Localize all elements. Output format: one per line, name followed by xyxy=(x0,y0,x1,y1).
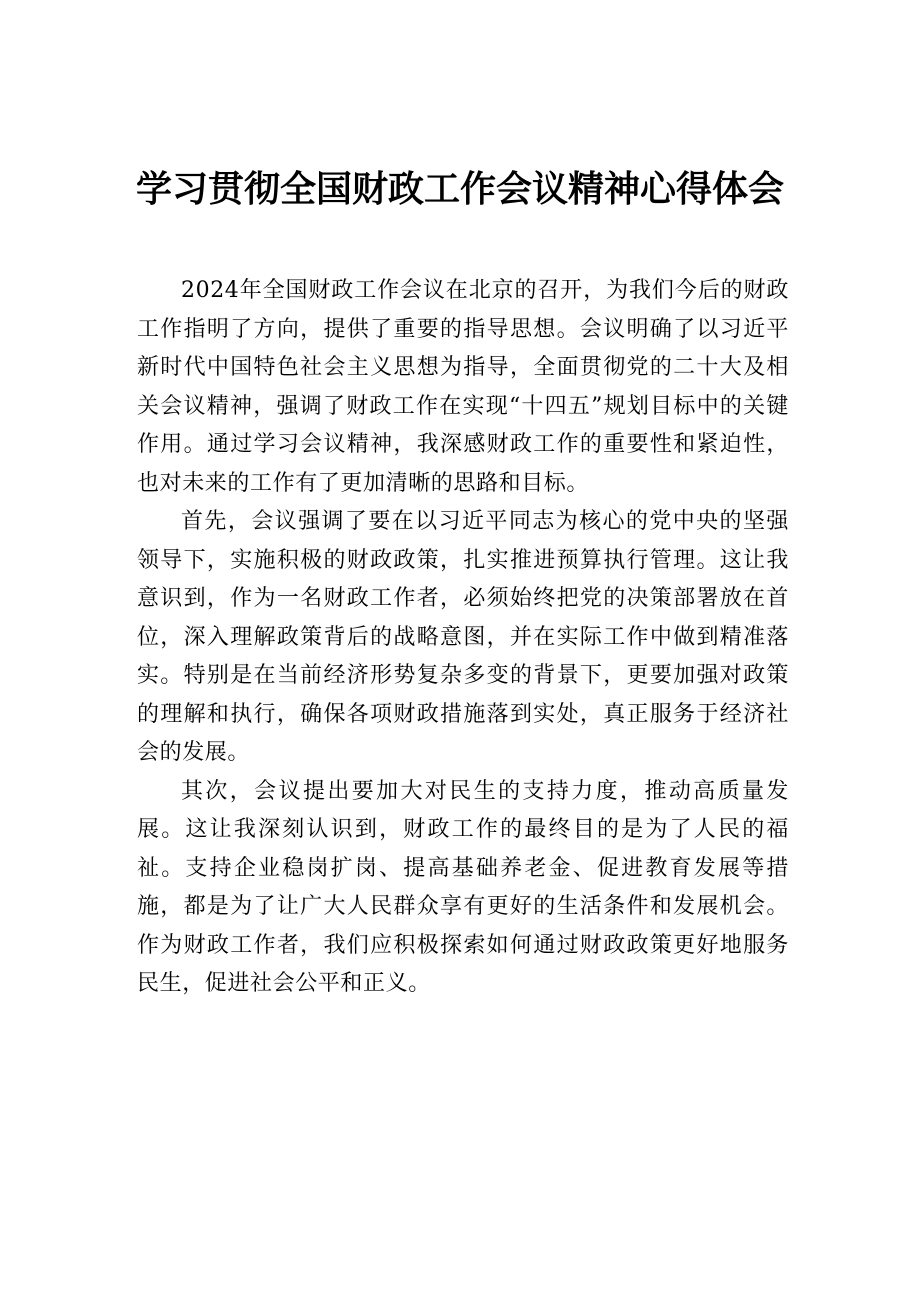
paragraph-2: 首先，会议强调了要在以习近平同志为核心的党中央的坚强领导下，实施积极的财政政策，扎实推进预算执行管理。这让我意识到，作为一名财政工作者，必须始终把党的决策部署放在首位，深入理解政策背后的战略意图，并在实际工作中做到精准落实。特别是在当前经济形势复杂多变的背景下，更要加强对政策的理解和执行，确保各项财政措施落到实处，真正服务于经济社会的发展。 xyxy=(137,509,789,765)
paragraph-1: 2024年全国财政工作会议在北京的召开，为我们今后的财政工作指明了方向，提供了重要的指导思想。会议明确了以习近平新时代中国特色社会主义思想为指导，全面贯彻党的二十大及相关会议精神，强调了财政工作在实现“十四五”规划目标中的关键作用。通过学习会议精神，我深感财政工作的重要性和紧迫性，也对未来的工作有了更加清晰的思路和目标。 xyxy=(137,278,789,496)
document-body xyxy=(137,272,789,1004)
paragraph-3: 其次，会议提出要加大对民生的支持力度，推动高质量发展。这让我深刻认识到，财政工作的最终目的是为了人民的福祉。支持企业稳岗扩岗、提高基础养老金、促进教育发展等措施，都是为了让广大人民群众享有更好的生活条件和发展机会。作为财政工作者，我们应积极探索如何通过财政政策更好地服务民生，促进社会公平和正义。 xyxy=(137,778,789,996)
document-title: 学习贯彻全国财政工作会议精神心得体会 xyxy=(135,169,784,210)
